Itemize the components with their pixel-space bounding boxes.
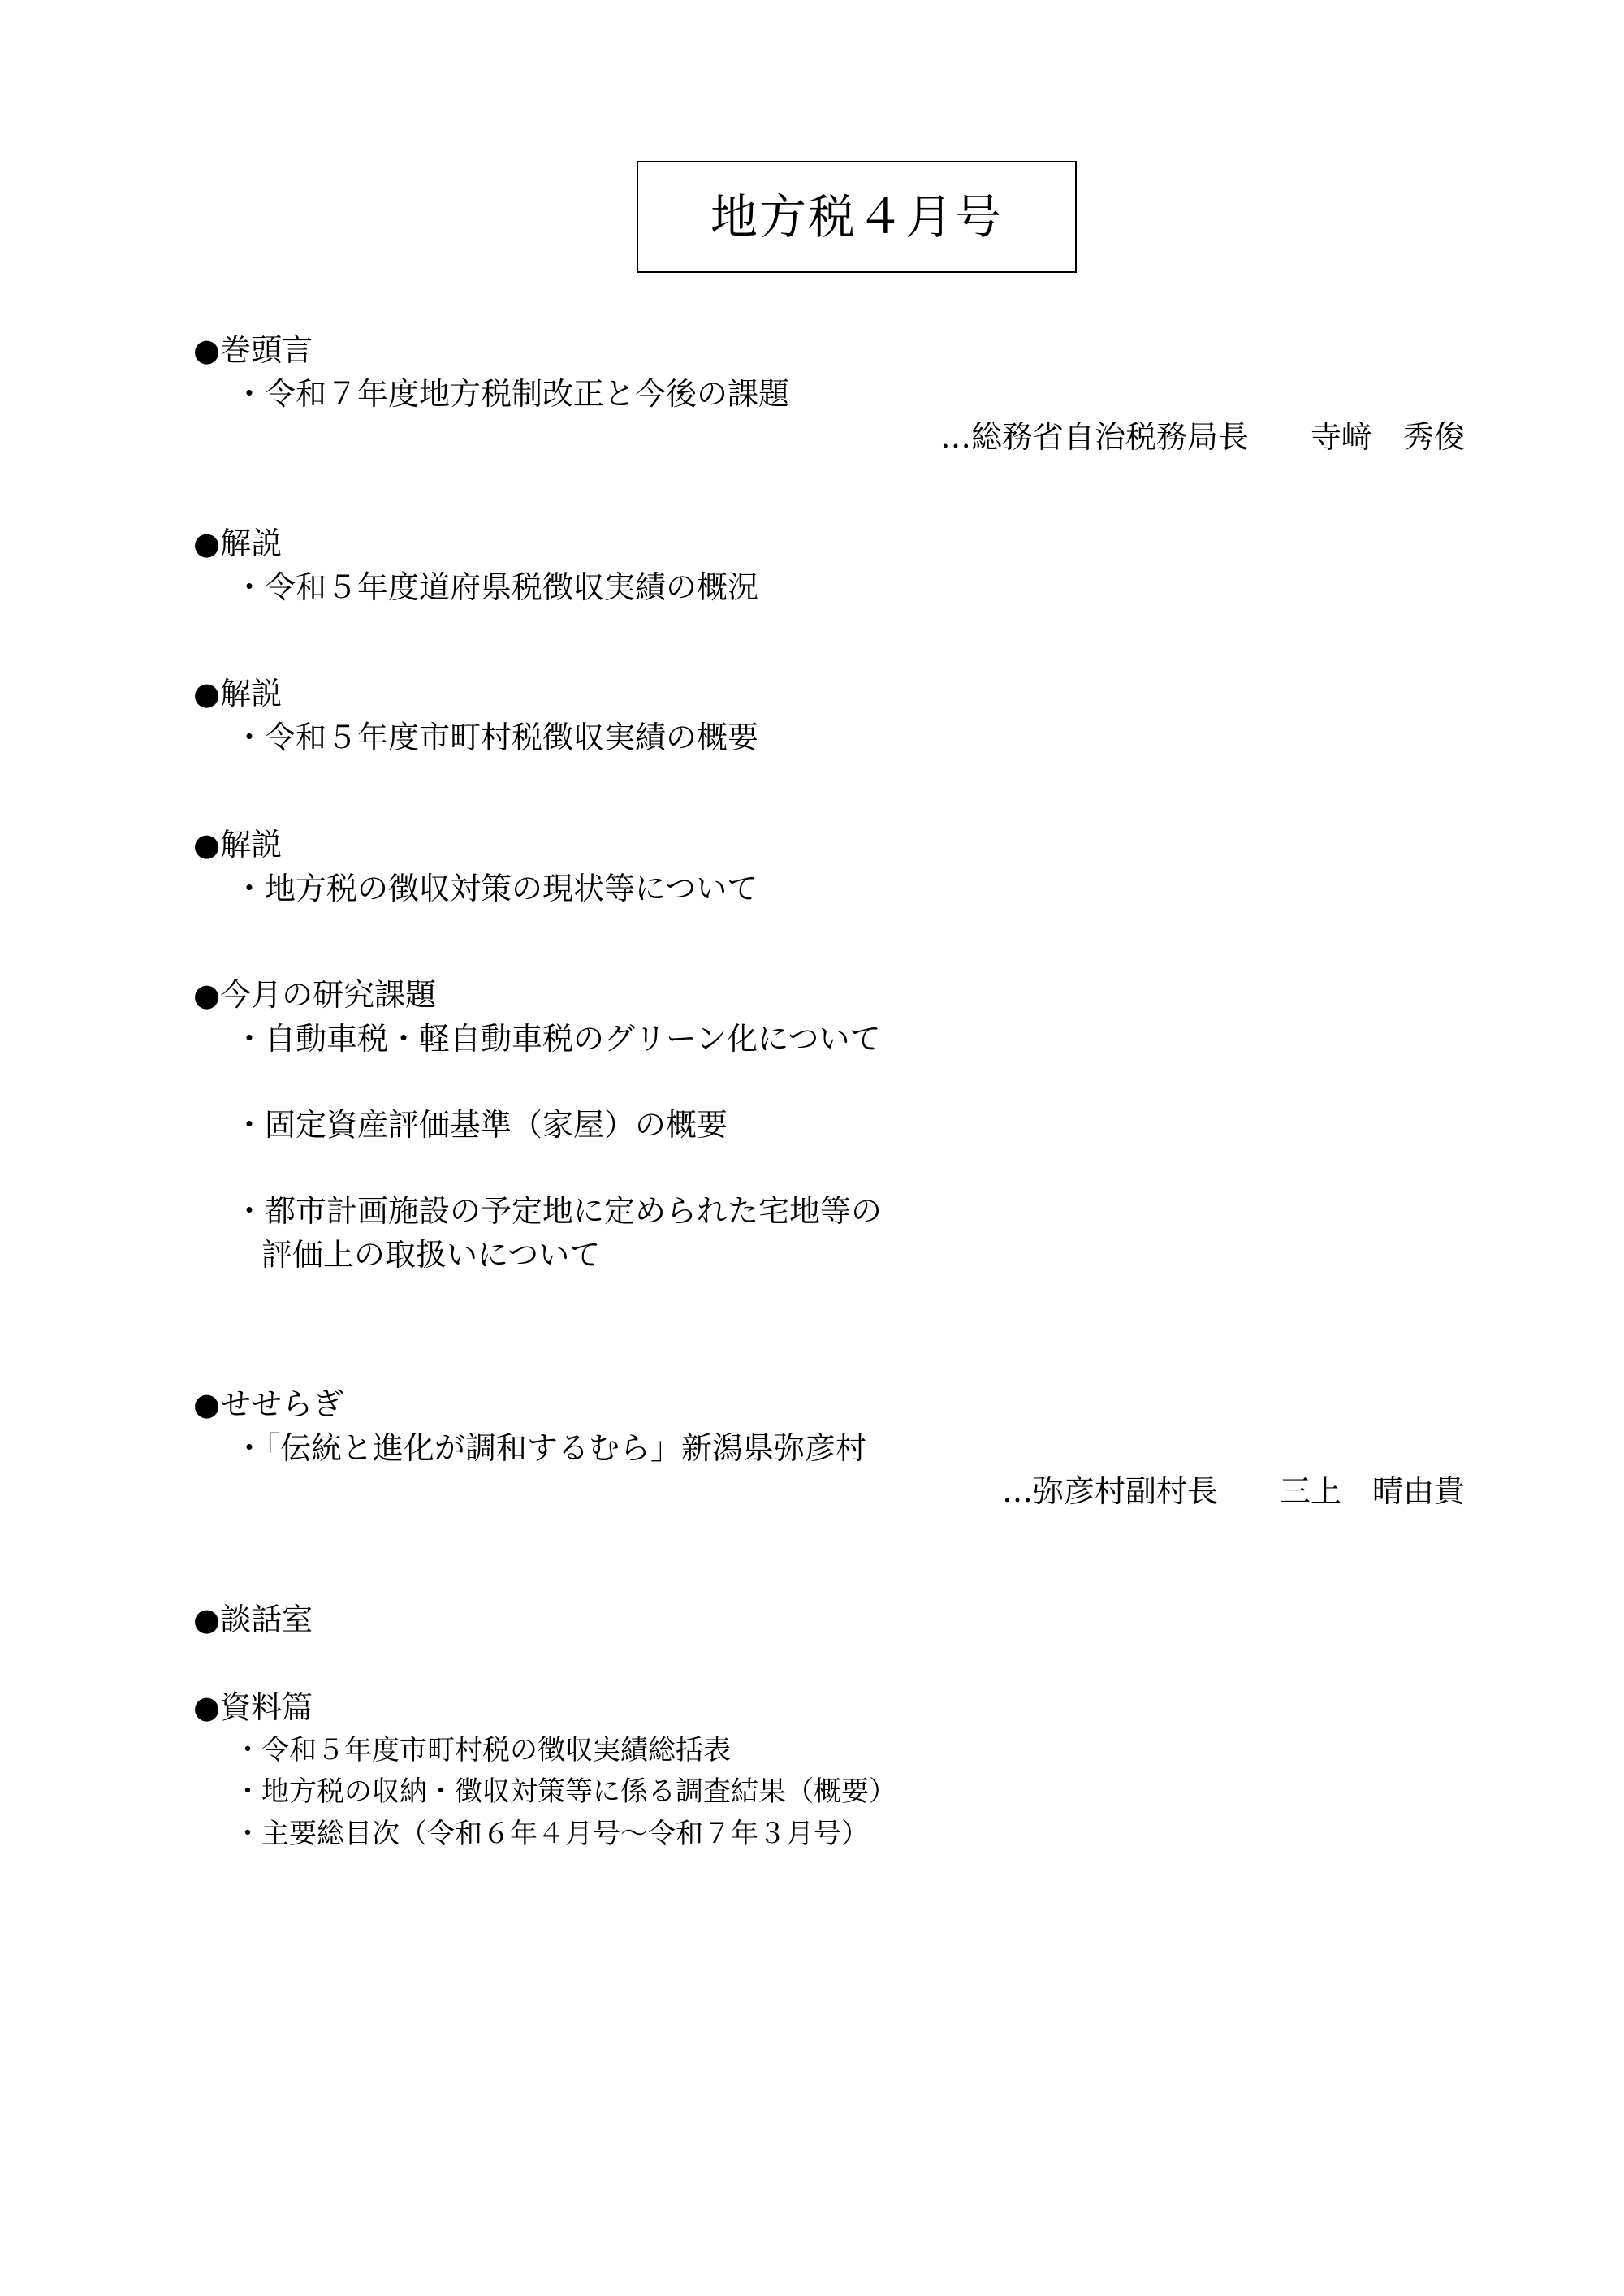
commentary-1-item: ・令和５年度道府県税徴収実績の概況 [234,569,759,605]
research-item-1: ・自動車税・軽自動車税のグリーン化について [234,1021,881,1057]
seseragi-item: ・「伝統と進化が調和するむら」新潟県弥彦村 [234,1430,867,1466]
commentary-3-item: ・地方税の徴収対策の現状等について [234,871,758,906]
materials-item-1: ・令和５年度市町村税の徴収実績総括表 [234,1734,731,1766]
materials-item-3: ・主要総目次（令和６年４月号～令和７年３月号） [234,1818,869,1850]
section-heading-commentary-3: ●解説 [193,827,283,863]
section-heading-research: ●今月の研究課題 [193,977,437,1013]
title-box [637,161,1077,273]
research-item-3: ・都市計画施設の予定地に定められた宅地等の [234,1193,883,1229]
materials-item-2: ・地方税の収納・徴収対策等に係る調査結果（概要） [234,1775,896,1808]
section-heading-foreword: ●巻頭言 [193,332,313,368]
section-heading-commentary-1: ●解説 [193,525,283,561]
section-heading-materials: ●資料篇 [193,1689,313,1725]
commentary-2-item: ・令和５年度市町村税徴収実績の概要 [234,720,759,755]
research-item-2: ・固定資産評価基準（家屋）の概要 [234,1107,728,1143]
section-heading-seseragi: ●せせらぎ [193,1386,344,1422]
foreword-author: …総務省自治税務局長 寺﨑 秀俊 [939,419,1465,455]
foreword-item: ・令和７年度地方税制改正と今後の課題 [234,376,790,412]
research-item-3-continued: 評価上の取扱いについて [261,1237,601,1273]
page-title: 地方税４月号 [710,189,1003,244]
section-heading-danwa: ●談話室 [193,1602,313,1637]
section-heading-commentary-2: ●解説 [193,676,283,711]
seseragi-author: …弥彦村副村長 三上 晴由貴 [1001,1473,1465,1509]
